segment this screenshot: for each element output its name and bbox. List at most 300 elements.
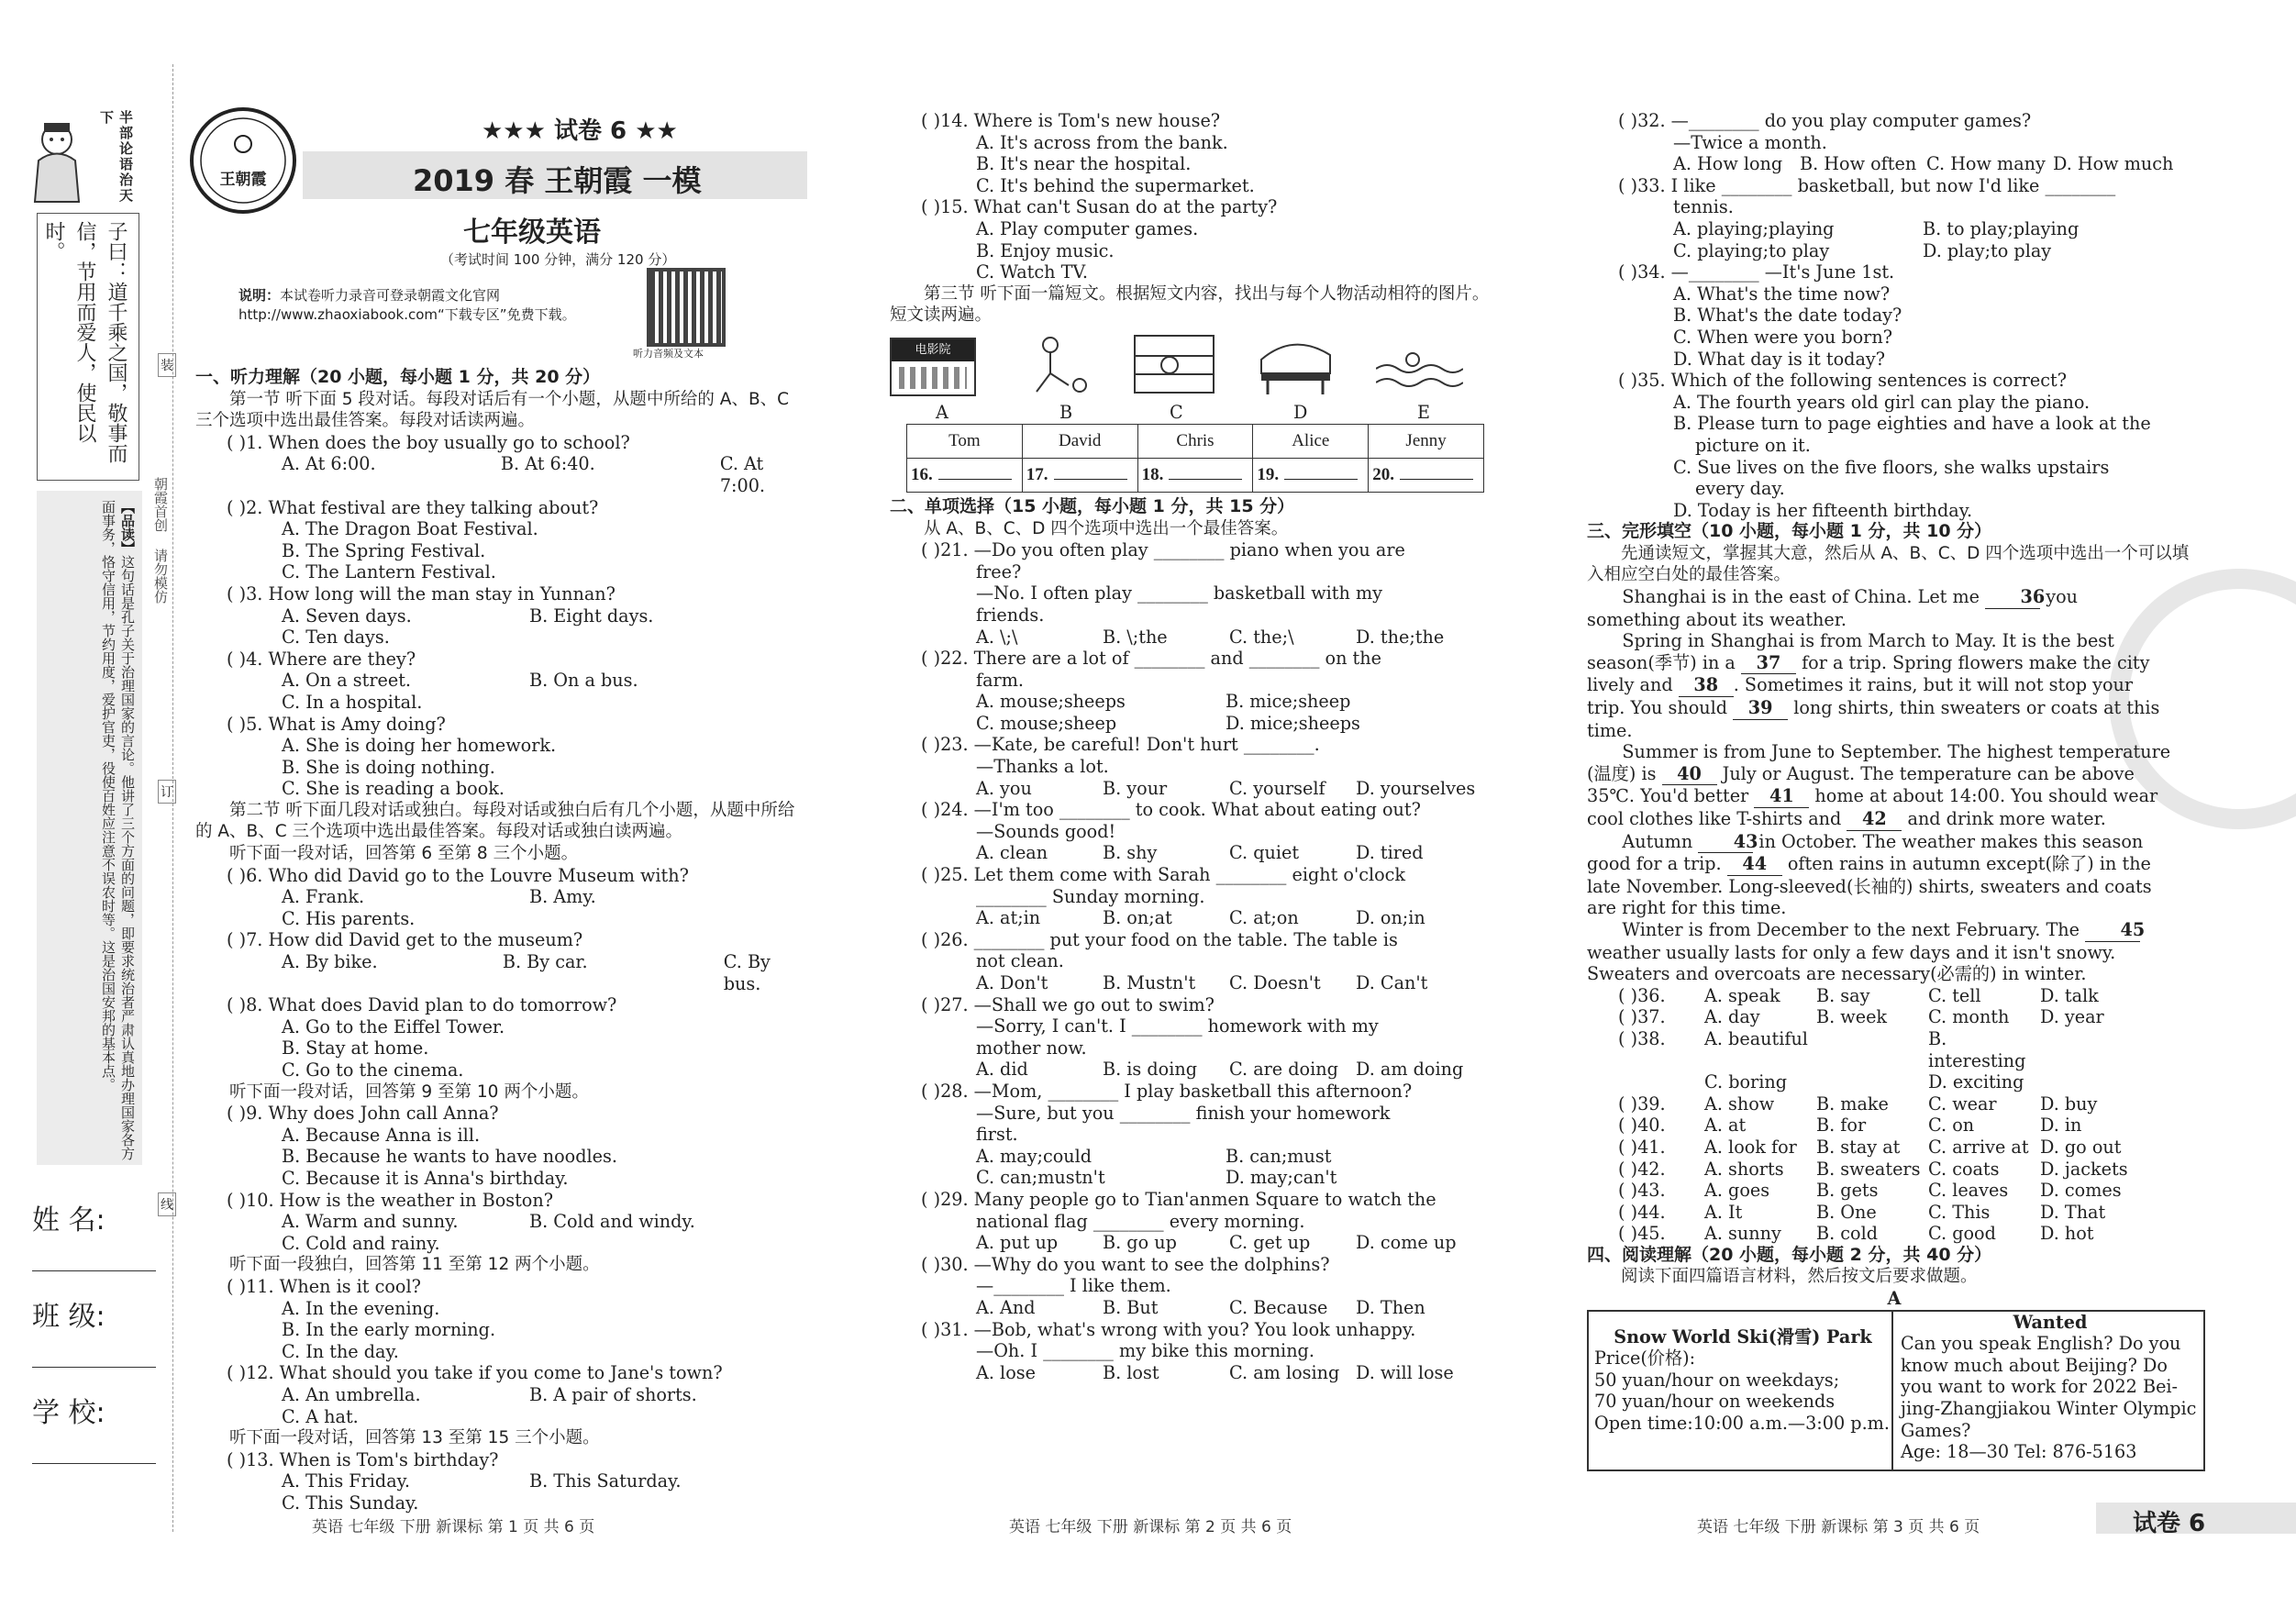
answer-option[interactable]: B. your: [1103, 777, 1168, 799]
cloze-blank-40[interactable]: 40: [1662, 763, 1717, 786]
idiom-text: 半部论语治天下: [98, 110, 134, 204]
answer-option[interactable]: D. buy: [2040, 1092, 2098, 1115]
answer-option[interactable]: C. quiet: [1229, 842, 1300, 864]
answer-option[interactable]: B. week: [1816, 1006, 1888, 1028]
answer-option[interactable]: B. lost: [1103, 1361, 1159, 1383]
note-label: 说明：: [238, 287, 281, 304]
answer-option[interactable]: A. lose: [976, 1361, 1036, 1383]
answer-option[interactable]: B. But: [1103, 1296, 1159, 1318]
answer-option[interactable]: B. cold: [1816, 1223, 1879, 1245]
answer-option[interactable]: D. How much: [2053, 153, 2174, 175]
answer-option[interactable]: A. beautiful: [1704, 1027, 1808, 1049]
answer-option[interactable]: C. Watch TV.: [976, 261, 1088, 283]
question-stem-cont: —________ I like them.: [976, 1275, 1171, 1297]
question-stem[interactable]: ( )31. —Bob, what's wrong with you? You look unhappy.: [921, 1318, 1416, 1340]
passage-text: cool clothes like T-shirts and: [1587, 808, 1847, 829]
section-2-title: 二、单项选择（15 小题，每小题 1 分，共 15 分）: [890, 495, 1295, 516]
passage-text: and drink more water.: [1902, 808, 2106, 829]
answer-option[interactable]: C. Ten days.: [282, 627, 390, 649]
cloze-blank-45[interactable]: 45: [2085, 919, 2140, 942]
option-row: [1587, 240, 2202, 262]
question-stem-cont: tennis.: [1673, 196, 1734, 218]
library-picture: [1133, 332, 1215, 396]
questions-11-12: [195, 1276, 810, 1427]
questions-1-5: [195, 432, 810, 800]
answer-number: 17.: [1026, 465, 1048, 485]
section-1-title: 一、听力理解（20 小题，每小题 1 分，共 20 分）: [195, 367, 601, 387]
answer-option[interactable]: C. are doing: [1229, 1059, 1338, 1081]
answer-option[interactable]: C. Because: [1229, 1296, 1328, 1318]
answer-option[interactable]: A. mouse;sheeps: [976, 691, 1126, 713]
section-3-intro: 先通读短文，掌握其大意，然后从 A、B、C、D 四个选项中选出一个可以填入相应空白处的最佳答案。: [1587, 543, 2190, 585]
option-row: [890, 1059, 1504, 1081]
paper-number: ★★★ 试卷 6 ★★: [482, 117, 678, 145]
answer-option[interactable]: D. comes: [2040, 1180, 2122, 1202]
cloze-number: ( )36.: [1618, 984, 1666, 1006]
answer-option[interactable]: B. It's near the hospital.: [976, 153, 1192, 175]
footer-tag: [2096, 1503, 2296, 1537]
answer-option[interactable]: B. \;the: [1103, 626, 1168, 648]
cloze-blank-44[interactable]: 44: [1727, 853, 1782, 876]
answer-option[interactable]: A. She is doing her homework.: [282, 735, 557, 757]
answer-option[interactable]: B. This Saturday.: [529, 1470, 682, 1492]
seal-mark-2: 订: [158, 780, 176, 804]
question-stem[interactable]: ( )11. When is it cool?: [227, 1275, 421, 1297]
ski-line: 50 yuan/hour on weekdays;: [1594, 1369, 1840, 1391]
answer-option[interactable]: A. Seven days.: [282, 604, 412, 627]
answer-option[interactable]: C. wear: [1928, 1092, 1997, 1115]
answer-option[interactable]: D. may;can't: [1226, 1167, 1337, 1189]
passage-text: Summer is from June to September. The highest temperature: [1622, 741, 2171, 763]
answer-option[interactable]: C. His parents.: [282, 907, 416, 929]
wanted-title: Wanted: [2013, 1311, 2088, 1333]
question-stem-cont: —Sorry, I can't. I ________ homework with my: [976, 1015, 1379, 1037]
answer-option[interactable]: C. At 7:00.: [719, 453, 766, 496]
answer-option[interactable]: A. put up: [976, 1232, 1059, 1254]
answer-option[interactable]: C. How many: [1926, 153, 2046, 175]
answer-option[interactable]: D. will lose: [1356, 1361, 1454, 1383]
qr-code[interactable]: [647, 268, 726, 347]
answer-option[interactable]: A. speak: [1704, 984, 1780, 1006]
answer-option[interactable]: B. Amy.: [529, 886, 596, 908]
question-stem[interactable]: ( )32. —________ do you play computer games?: [1618, 110, 2032, 131]
answer-cell[interactable]: [1369, 458, 1484, 492]
answer-option[interactable]: B. She is doing nothing.: [282, 756, 495, 778]
question-stem-cont: —Twice a month.: [1673, 131, 1827, 153]
answer-option[interactable]: A. At 6:00.: [282, 453, 376, 475]
quote-text: 子曰：道千乘之国，敬事而信，节用而爱人，使民以时。: [42, 221, 128, 463]
passage-text: late November. Long-sleeved(长袖的) shirts, sweaters and coats: [1587, 875, 2152, 897]
question-stem-cont: —Oh. I ________ my bike this morning.: [976, 1340, 1314, 1362]
answer-option[interactable]: C. By bus.: [723, 951, 771, 994]
ski-park-ad: [1591, 1312, 1893, 1469]
question-stem[interactable]: ( )35. Which of the following sentences is correct?: [1618, 370, 2068, 392]
school-label: 学 校:: [32, 1397, 105, 1429]
answer-option[interactable]: D. What day is it today?: [1673, 348, 1886, 370]
answer-number: 20.: [1372, 465, 1394, 485]
answer-option[interactable]: B. is doing: [1103, 1059, 1197, 1081]
question-stem[interactable]: ( )28. —Mom, ________ I play basketball this afternoon?: [921, 1080, 1413, 1102]
answer-option[interactable]: C. am losing: [1229, 1361, 1340, 1383]
option-row: [890, 842, 1504, 864]
answer-option[interactable]: A. goes: [1704, 1180, 1770, 1202]
answer-option[interactable]: B. make: [1816, 1092, 1889, 1115]
question-stem-cont: friends.: [976, 604, 1045, 626]
ad-boxes: [1587, 1310, 2205, 1471]
answer-option[interactable]: A. This Friday.: [282, 1470, 411, 1492]
answer-option[interactable]: A. Frank.: [282, 886, 365, 908]
answer-option[interactable]: A. What's the time now?: [1673, 283, 1891, 305]
question-stem[interactable]: ( )30. —Why do you want to see the dolphins?: [921, 1253, 1330, 1275]
answer-option[interactable]: B. gets: [1816, 1180, 1879, 1202]
answer-option[interactable]: D. year: [2040, 1006, 2104, 1028]
cloze-option-row: [1587, 1115, 2202, 1137]
answer-blank[interactable]: [1169, 479, 1242, 480]
wanted-line: Age: 18—30 Tel: 876-5163: [1901, 1441, 2137, 1463]
answer-option[interactable]: B. Cold and windy.: [529, 1211, 695, 1233]
class-field[interactable]: [32, 1367, 156, 1368]
passage-text: Winter is from December to the next February. The: [1622, 918, 2086, 940]
answer-option[interactable]: C. arrive at: [1928, 1136, 2029, 1158]
page-3-footer: 英语 七年级 下册 新课标 第 3 页 共 6 页: [1697, 1518, 1980, 1536]
question-stem[interactable]: ( )23. —Kate, be careful! Don't hurt ________.: [921, 734, 1320, 756]
answer-option[interactable]: B. One: [1816, 1201, 1877, 1223]
cloze-blank-37[interactable]: 37: [1741, 652, 1796, 675]
answer-option[interactable]: C. It's behind the supermarket.: [976, 174, 1255, 196]
question-stem[interactable]: ( )3. How long will the man stay in Yunnan?: [227, 582, 616, 604]
answer-option[interactable]: A. And: [976, 1296, 1036, 1318]
question-stem[interactable]: ( )1. When does the boy usually go to school?: [227, 431, 630, 453]
question-stem[interactable]: ( )22. There are a lot of ________ and ________ on the: [921, 648, 1381, 670]
answer-option[interactable]: A. It: [1704, 1201, 1743, 1223]
cloze-number: ( )41.: [1618, 1136, 1666, 1158]
answer-option[interactable]: B. In the early morning.: [282, 1319, 496, 1341]
answer-option[interactable]: B. The Spring Festival.: [282, 539, 486, 561]
person-name: Tom: [907, 424, 1023, 458]
answer-option[interactable]: D. talk: [2040, 984, 2099, 1006]
passage-line: [1587, 674, 2202, 697]
passage-text: Sweaters and overcoats are necessary(必需的) in winter.: [1587, 963, 2087, 985]
answer-option[interactable]: D. tired: [1356, 842, 1424, 864]
answer-option[interactable]: C. When were you born?: [1673, 326, 1892, 348]
question-stem-cont: mother now.: [976, 1037, 1087, 1059]
answer-option[interactable]: D. Can't: [1356, 972, 1428, 993]
answer-option[interactable]: A. It's across from the bank.: [976, 131, 1228, 153]
answer-option[interactable]: A. may;could: [976, 1145, 1093, 1167]
answer-cell[interactable]: [1253, 458, 1369, 492]
answer-option: [2040, 1028, 2152, 1071]
seal-mark-1: 装: [158, 353, 176, 377]
answer-option[interactable]: B. Please turn to page eighties and have a look at the: [1673, 413, 2151, 435]
answer-option[interactable]: C. This: [1928, 1201, 1991, 1223]
answer-option[interactable]: B. Enjoy music.: [976, 239, 1115, 261]
answer-option[interactable]: D. exciting: [1928, 1071, 2024, 1093]
answer-option[interactable]: C. Doesn't: [1229, 972, 1321, 993]
answer-option[interactable]: C. In a hospital.: [282, 691, 423, 713]
listen-9-10: 听下面一段对话，回答第 9 至第 10 两个小题。: [229, 1081, 589, 1102]
answer-option[interactable]: A. Play computer games.: [976, 217, 1199, 239]
answer-option[interactable]: C. leaves: [1928, 1180, 2009, 1202]
answer-option[interactable]: C. She is reading a book.: [282, 778, 505, 800]
answer-option[interactable]: D. Today is her fifteenth birthday.: [1673, 499, 1973, 521]
section-2-intro: 从 A、B、C、D 四个选项中选出一个最佳答案。: [924, 518, 1289, 538]
question-stem-cont: first.: [976, 1124, 1018, 1146]
question-stem[interactable]: ( )13. When is Tom's birthday?: [227, 1448, 499, 1470]
option-row: [195, 670, 810, 692]
answer-option[interactable]: D. hot: [2040, 1223, 2094, 1245]
option-row: [1587, 153, 2202, 175]
answer-option[interactable]: D. Then: [1356, 1296, 1425, 1318]
passage-text: trip. You should: [1587, 697, 1734, 719]
question-stem-cont: ________ Sunday morning.: [976, 885, 1205, 907]
answer-option[interactable]: B. Because he wants to have noodles.: [282, 1146, 617, 1168]
answer-blank[interactable]: [1054, 479, 1127, 480]
idiom-panel: [26, 110, 145, 211]
answer-option[interactable]: D. the;the: [1356, 626, 1445, 648]
question-stem[interactable]: ( )5. What is Amy doing?: [227, 713, 446, 735]
option-row: [890, 1297, 1504, 1319]
question-stem[interactable]: ( )12. What should you take if you come to Jane's town?: [227, 1362, 723, 1384]
answers-row: [907, 458, 1484, 492]
answer-option[interactable]: A. clean: [976, 842, 1048, 864]
passage-a-label: A: [1887, 1288, 1902, 1310]
exam-info: （考试时间 100 分钟，满分 120 分）: [440, 251, 676, 268]
passage-text: Shanghai is in the east of China. Let me: [1622, 586, 1986, 608]
answer-option[interactable]: A. On a street.: [282, 670, 412, 692]
cloze-option-row: [1587, 1006, 2202, 1028]
answer-option[interactable]: C. tell: [1928, 984, 1981, 1006]
answer-option[interactable]: D. mice;sheeps: [1226, 712, 1360, 734]
answer-option[interactable]: B. What's the date today?: [1673, 305, 1902, 327]
cloze-number: ( )43.: [1618, 1180, 1666, 1202]
answer-option[interactable]: A. How long: [1673, 153, 1783, 175]
answer-option[interactable]: B. sweaters: [1816, 1158, 1921, 1180]
question-stem[interactable]: ( )25. Let them come with Sarah ________ eight o'clock: [921, 864, 1406, 886]
answer-option[interactable]: C. can;mustn't: [976, 1167, 1105, 1189]
passage-text: often rains in autumn except(除了) in the: [1781, 853, 2151, 875]
answer-option[interactable]: C. Sue lives on the five floors, she walks upstairs: [1673, 456, 2110, 478]
answer-option[interactable]: A. An umbrella.: [282, 1383, 421, 1405]
answer-option[interactable]: A. look for: [1704, 1136, 1797, 1158]
cinema-picture: [890, 338, 976, 396]
answer-option[interactable]: C. Cold and rainy.: [282, 1232, 440, 1254]
answer-option[interactable]: B. stay at: [1816, 1136, 1901, 1158]
question-stem[interactable]: ( )27. —Shall we go out to swim?: [921, 993, 1215, 1015]
answer-option[interactable]: B. can;must: [1226, 1145, 1332, 1167]
answer-option[interactable]: C. The Lantern Festival.: [282, 561, 496, 583]
passage-line: [1587, 697, 2202, 720]
answer-option[interactable]: A. playing;playing: [1673, 217, 1835, 239]
question-stem[interactable]: ( )10. How is the weather in Boston?: [227, 1189, 554, 1211]
question-stem[interactable]: ( )34. —________ —It's June 1st.: [1618, 261, 1895, 283]
question-stem[interactable]: ( )26. ________ put your food on the table. The table is: [921, 928, 1398, 950]
answer-option[interactable]: C. A hat.: [282, 1405, 359, 1427]
person-name: Alice: [1253, 424, 1369, 458]
answer-option[interactable]: D. in: [2040, 1115, 2082, 1137]
answer-option[interactable]: C. Because it is Anna's birthday.: [282, 1167, 569, 1189]
answer-option[interactable]: C. boring: [1704, 1071, 1787, 1093]
answer-option[interactable]: C. the;\: [1229, 626, 1294, 648]
question-stem[interactable]: ( )4. Where are they?: [227, 648, 416, 670]
answer-cell[interactable]: [907, 458, 1023, 492]
answer-option[interactable]: A. Don't: [976, 972, 1048, 993]
option-row: [890, 907, 1504, 929]
passage-line: [1587, 609, 2202, 631]
picture-letter: C: [1170, 401, 1183, 423]
answer-option[interactable]: B. Stay at home.: [282, 1037, 429, 1059]
question-stem[interactable]: ( )33. I like ________ basketball, but now I'd like ________: [1618, 174, 2116, 196]
answer-option[interactable]: D. yourselves: [1356, 777, 1476, 799]
passage-line: [1587, 876, 2202, 898]
answer-option[interactable]: C. coats: [1928, 1158, 2000, 1180]
section-3-title: 三、完形填空（10 小题，每小题 1 分，共 10 分）: [1587, 521, 1992, 542]
wanted-line: you want to work for 2022 Bei-: [1901, 1376, 2179, 1398]
picture-row: [890, 332, 1504, 424]
answer-option[interactable]: D. go out: [2040, 1136, 2122, 1158]
answer-cell[interactable]: [1022, 458, 1137, 492]
option-row: [890, 1232, 1504, 1254]
piano-picture: [1257, 332, 1335, 396]
answer-option[interactable]: B. on;at: [1103, 907, 1172, 929]
answer-option[interactable]: D. play;to play: [1923, 239, 2052, 261]
answer-option[interactable]: C. playing;to play: [1673, 239, 1830, 261]
answer-option[interactable]: C. at;on: [1229, 907, 1299, 929]
answer-option[interactable]: D. on;in: [1356, 907, 1425, 929]
passage-text: (温度) is: [1587, 762, 1662, 784]
passage-text: good for a trip.: [1587, 853, 1727, 875]
question-stem[interactable]: ( )6. Who did David go to the Louvre Museum with?: [227, 864, 689, 886]
question-stem[interactable]: ( )2. What festival are they talking about?: [227, 496, 599, 518]
question-stem[interactable]: ( )29. Many people go to Tian'anmen Square to watch the: [921, 1188, 1436, 1210]
question-stem[interactable]: ( )21. —Do you often play ________ piano when you are: [921, 539, 1405, 561]
question-stem[interactable]: ( )7. How did David get to the museum?: [227, 929, 583, 951]
answer-option[interactable]: A. show: [1704, 1092, 1775, 1115]
cloze-blank-39[interactable]: 39: [1733, 697, 1788, 720]
passage-text: time.: [1587, 719, 1633, 741]
soccer-picture: [1023, 332, 1096, 396]
cloze-blank-41[interactable]: 41: [1754, 785, 1809, 808]
answer-option[interactable]: A. The fourth years old girl can play the piano.: [1673, 391, 2091, 413]
answer-blank[interactable]: [1400, 479, 1473, 480]
name-field[interactable]: [32, 1270, 156, 1271]
answer-option[interactable]: B. At 6:40.: [500, 453, 595, 475]
answer-option[interactable]: B. to play;playing: [1923, 217, 2080, 239]
answer-option[interactable]: B. mice;sheep: [1226, 691, 1351, 713]
note-text: 本试卷听力录音可登录朝霞文化官网 http://www.zhaoxiabook.com“下载专区”免费下载。: [238, 287, 576, 323]
cloze-blank-38[interactable]: 38: [1679, 674, 1734, 697]
passage-text: in October. The weather makes this season: [1753, 830, 2144, 852]
answer-option[interactable]: A. Go to the Eiffel Tower.: [282, 1015, 505, 1037]
answer-option[interactable]: A. sunny: [1704, 1223, 1781, 1245]
answer-option[interactable]: B. go up: [1103, 1232, 1177, 1254]
section-4-intro: 阅读下面四篇语言材料，然后按文后要求做题。: [1621, 1267, 1978, 1287]
passage-text: Spring in Shanghai is from March to May. It is the best: [1622, 630, 2114, 652]
passage-line: [1587, 741, 2202, 763]
option-row: [890, 778, 1504, 800]
answer-option[interactable]: C. yourself: [1229, 777, 1325, 799]
answer-option[interactable]: A. The Dragon Boat Festival.: [282, 518, 538, 540]
answer-option[interactable]: A. at;in: [976, 907, 1041, 929]
answer-option[interactable]: C. In the day.: [282, 1340, 399, 1362]
person-name: Jenny: [1369, 424, 1484, 458]
school-field[interactable]: [32, 1463, 156, 1464]
cloze-blank-36[interactable]: 36: [1985, 586, 2040, 609]
answer-option[interactable]: C. This Sunday.: [282, 1492, 419, 1514]
answer-option[interactable]: B. for: [1816, 1115, 1867, 1137]
passage-line: [1587, 808, 2202, 831]
answer-option[interactable]: B. On a bus.: [529, 670, 638, 692]
option-row: [890, 1362, 1504, 1384]
cloze-option-row: [1587, 1137, 2202, 1159]
answer-option: [2040, 1071, 2152, 1093]
cloze-blank-43[interactable]: 43: [1698, 831, 1753, 854]
passage-line: [1587, 630, 2202, 652]
part-2-intro: 第二节 听下面几段对话或独白。每段对话或独白后有几个小题，从题中所给的 A、B、C 三个选项中选出最佳答案。每段对话或独白读两遍。: [195, 800, 795, 842]
answer-number: 16.: [911, 465, 933, 485]
answer-option[interactable]: B. shy: [1103, 842, 1158, 864]
cloze-option-row: [1587, 1093, 2202, 1115]
cloze-blank-42[interactable]: 42: [1847, 808, 1902, 831]
answer-option[interactable]: B. By car.: [502, 951, 588, 973]
answer-option[interactable]: B. interesting: [1928, 1027, 2026, 1071]
logo-text: 王朝霞: [219, 171, 267, 189]
answer-option[interactable]: D. am doing: [1356, 1059, 1464, 1081]
cloze-option-row: [1587, 1159, 2202, 1181]
answer-option[interactable]: C. month: [1928, 1006, 2010, 1028]
answer-option[interactable]: A. \;\: [976, 626, 1018, 648]
answer-option[interactable]: A. By bike.: [282, 951, 378, 973]
answer-blank[interactable]: [938, 479, 1012, 480]
answer-blank[interactable]: [1284, 479, 1358, 480]
answer-option[interactable]: A. did: [976, 1059, 1028, 1081]
page-3-column: [1587, 110, 2202, 1471]
wanted-line: Can you speak English? Do you: [1901, 1333, 2181, 1355]
quote-box: [37, 213, 139, 481]
question-stem[interactable]: ( )9. Why does John call Anna?: [227, 1103, 499, 1125]
question-stem[interactable]: ( )14. Where is Tom's new house?: [921, 110, 1221, 131]
answer-option[interactable]: A. you: [976, 777, 1032, 799]
passage-line: [1587, 652, 2202, 675]
answer-option[interactable]: C. Go to the cinema.: [282, 1059, 464, 1081]
passage-text: Autumn: [1622, 830, 1699, 852]
answer-option[interactable]: A. shorts: [1704, 1158, 1784, 1180]
passage-text: July or August. The temperature can be above: [1716, 762, 2135, 784]
answer-option[interactable]: A. Warm and sunny.: [282, 1211, 459, 1233]
answer-option[interactable]: C. get up: [1229, 1232, 1311, 1254]
passage-text: are right for this time.: [1587, 897, 1787, 919]
answer-option[interactable]: A. at: [1704, 1115, 1747, 1137]
answer-option[interactable]: D. That: [2040, 1201, 2106, 1223]
question-stem[interactable]: ( )8. What does David plan to do tomorrow?: [227, 994, 617, 1016]
answer-cell[interactable]: [1137, 458, 1253, 492]
answer-option[interactable]: D. come up: [1356, 1232, 1457, 1254]
answer-option[interactable]: C. on: [1928, 1115, 1975, 1137]
answer-option[interactable]: D. jackets: [2040, 1158, 2128, 1180]
cloze-number: ( )42.: [1618, 1158, 1666, 1180]
answer-option[interactable]: B. Eight days.: [529, 604, 654, 627]
answer-option[interactable]: B. say: [1816, 984, 1870, 1006]
answer-option[interactable]: B. Mustn't: [1103, 972, 1196, 993]
question-stem[interactable]: ( )15. What can't Susan do at the party?: [921, 196, 1278, 218]
answer-option[interactable]: B. How often: [1800, 153, 1917, 175]
answer-option[interactable]: B. A pair of shorts.: [529, 1383, 697, 1405]
answer-option[interactable]: A. In the evening.: [282, 1297, 440, 1319]
answer-option[interactable]: C. good: [1928, 1223, 1996, 1245]
answer-option[interactable]: C. mouse;sheep: [976, 712, 1117, 734]
question-stem[interactable]: ( )24. —I'm too ________ to cook. What about eating out?: [921, 799, 1421, 821]
answer-option[interactable]: A. day: [1704, 1006, 1760, 1028]
answer-option[interactable]: A. Because Anna is ill.: [282, 1124, 481, 1146]
